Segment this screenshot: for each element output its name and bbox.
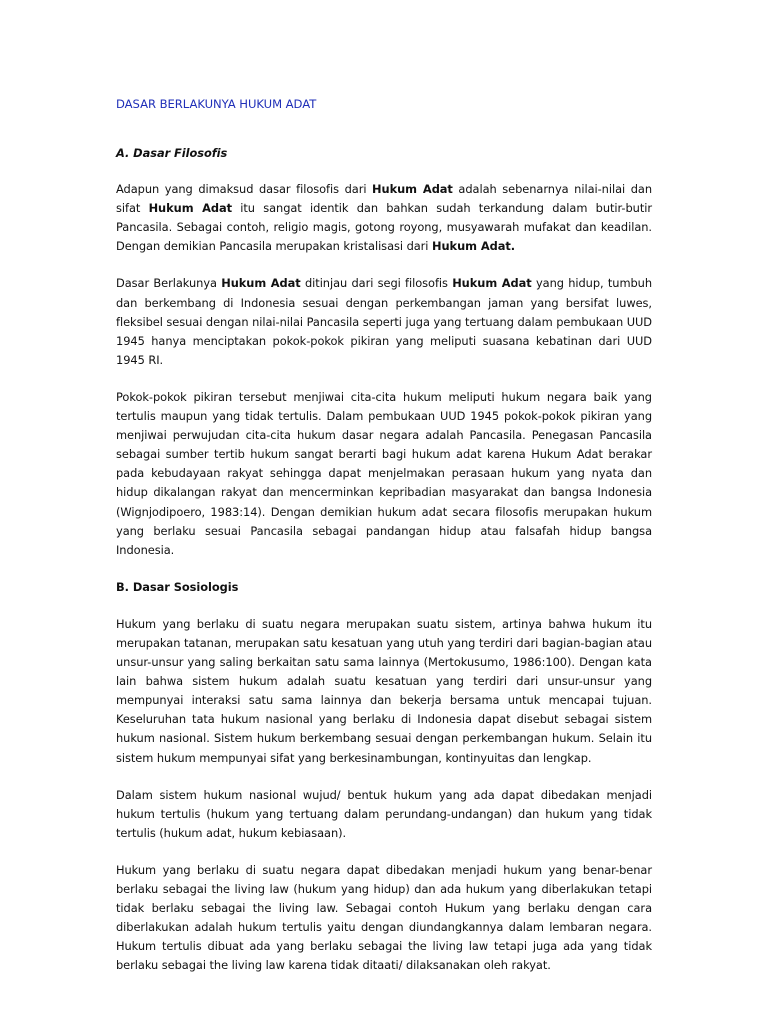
section-b-paragraph-1: Hukum yang berlaku di suatu negara merupakan suatu sistem, artinya bahwa hukum itu merupakan tatanan, merupakan satu kesatuan yang utuh yang terdiri dari bagian-bagian atau unsur-unsur yang saling berkaitan satu sama lainnya (Mertokusumo, 1986:100). Dengan kata lain bahwa sistem hukum adalah suatu kesatuan yang terdiri dari unsur-unsur yang mempunyai interaksi satu sama lainnya dan bekerja bersama untuk mencapai tujuan. Keseluruhan tata hukum nasional yang berlaku di Indonesia dapat disebut sebagai sistem hukum nasional. Sistem hukum berkembang sesuai dengan perkembangan hukum. Selain itu sistem hukum mempunyai sifat yang berkesinambungan, kontinyuitas dan lengkap.: [116, 616, 652, 765]
section-a-paragraph-3: Pokok-pokok pikiran tersebut menjiwai cita-cita hukum meliputi hukum negara baik yang tertulis maupun yang tidak tertulis. Dalam pembukaan UUD 1945 pokok-pokok pikiran yang menjiwai perwujudan cita-cita hukum dasar negara adalah Pancasila. Penegasan Pancasila sebagai sumber tertib hukum sangat berarti bagi hukum adat karena Hukum Adat berakar pada kebudayaan rakyat sehingga dapat menjelmakan perasaan hukum yang nyata dan hidup dikalangan rakyat dan mencerminkan kepribadian masyarakat dan bangsa Indonesia (Wignjodipoero, 1983:14). Dengan demikian hukum adat secara filosofis merupakan hukum yang berlaku sesuai Pancasila sebagai pandangan hidup atau falsafah hidup bangsa Indonesia.: [116, 389, 652, 557]
document-title: DASAR BERLAKUNYA HUKUM ADAT: [116, 97, 317, 111]
bold-term: Hukum Adat.: [432, 239, 516, 254]
bold-term: Hukum Adat: [148, 201, 233, 216]
bold-term: Hukum Adat: [452, 276, 532, 291]
section-a-paragraph-2: [116, 274, 652, 369]
section-b-heading: B. Dasar Sosiologis: [116, 579, 239, 594]
text-run: adalah sebenarnya nilai-nilai dan sifat: [116, 182, 653, 216]
bold-term: Hukum Adat: [372, 182, 453, 197]
bold-term: Hukum Adat: [221, 276, 301, 291]
section-b-paragraph-3: Hukum yang berlaku di suatu negara dapat dibedakan menjadi hukum yang benar-benar berlaku sebagai the living law (hukum yang hidup) dan ada hukum yang diberlakukan tetapi tidak berlaku sebagai the living law. Sebagai contoh Hukum yang berlaku dengan cara diberlakukan adalah hukum tertulis yaitu dengan diundangkannya dalam lembaran negara. Hukum tertulis dibuat ada yang berlaku sebagai the living law tetapi juga ada yang tidak berlaku sebagai the living law karena tidak ditaati/ dilaksanakan oleh rakyat.: [116, 862, 652, 973]
text-run: Dasar Berlakunya: [116, 276, 222, 291]
text-run: itu sangat identik dan bahkan sudah terkandung dalam butir-butir Pancasila. Sebagai contoh, religio magis, gotong royong, musyawarah mufakat dan keadilan. Dengan demikian Pancasila merupakan kristalisasi dari: [116, 201, 652, 254]
section-a-paragraph-1: [116, 180, 652, 256]
document-body: [116, 95, 652, 993]
section-a-heading: A. Dasar Filosofis: [116, 146, 228, 160]
section-b-paragraph-2: Dalam sistem hukum nasional wujud/ bentuk hukum yang ada dapat dibedakan menjadi hukum tertulis (hukum yang tertuang dalam perundang-undangan) dan hukum yang tidak tertulis (hukum adat, hukum kebiasaan).: [116, 787, 652, 840]
text-run: Adapun yang dimaksud dasar filosofis dari: [116, 182, 373, 197]
text-run: yang hidup, tumbuh dan berkembang di Indonesia sesuai dengan perkembangan jaman yang bersifat luwes, fleksibel sesuai dengan nilai-nilai Pancasila seperti juga yang tertuang dalam pembukaan UUD 1945 hanya menciptakan pokok-pokok pikiran yang meliputi suasana kebatinan dari UUD 1945 RI.: [116, 276, 653, 367]
text-run: ditinjau dari segi filosofis: [300, 276, 453, 291]
